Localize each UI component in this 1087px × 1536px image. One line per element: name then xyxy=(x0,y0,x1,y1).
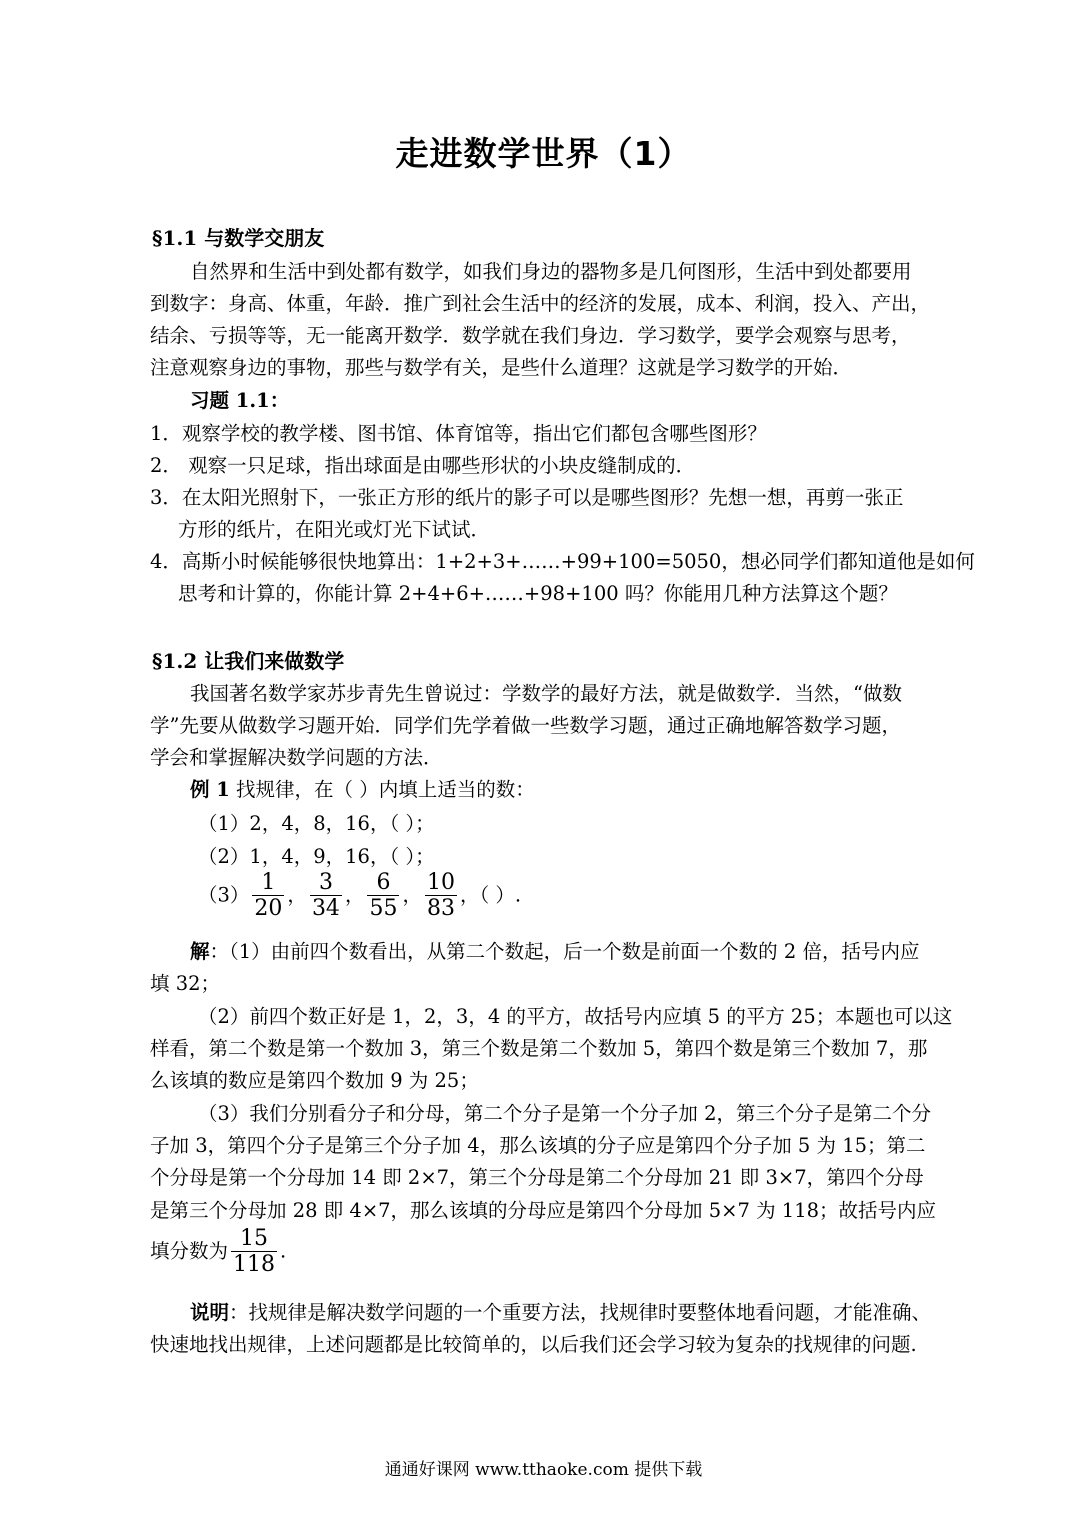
note-line: 快速地找出规律，上述问题都是比较简单的，以后我们还会学习较为复杂的找规律的问题. xyxy=(150,1333,917,1356)
fraction: $\frac{15}{118}$ xyxy=(233,1226,276,1278)
fraction: $\frac{6}{55}$ xyxy=(369,870,398,922)
solution-line: 样看，第二个数是第一个数加 3，第三个数是第二个数加 5，第四个数是第三个数加 7，那 xyxy=(150,1037,928,1060)
exercise-title: 习题 1.1： xyxy=(190,389,290,412)
example-text: 找规律，在（ ）内填上适当的数： xyxy=(229,778,535,801)
paragraph-line: 到数字：身高、体重，年龄．推广到社会生活中的经济的发展，成本、利润，投入、产出， xyxy=(150,292,931,315)
paragraph-line: 结余、亏损等等，无一能离开数学．数学就在我们身边．学习数学，要学会观察与思考， xyxy=(150,324,911,347)
solution-final: 填分数为 $\frac{15}{118}$ . xyxy=(150,1226,287,1278)
exercise-item-continued: 方形的纸片，在阳光或灯光下试试． xyxy=(178,518,491,541)
note-label: 说明 xyxy=(190,1301,230,1324)
example-1 xyxy=(190,774,535,802)
footer-text: 通通好课网 www.tthaoke.com 提供下载 xyxy=(384,1460,703,1480)
section-heading-1-1: §1.1 与数学交朋友 xyxy=(152,226,325,250)
exercise-item: 4．高斯小时候能够很快地算出：1+2+3+……+99+100=5050，想必同学们都知道他是如何 xyxy=(150,550,975,573)
question-2: （2）1，4，9，16，（ ）； xyxy=(198,845,435,868)
section-heading-1-2: §1.2 让我们来做数学 xyxy=(152,649,345,673)
solution-label: 解 xyxy=(190,940,210,963)
solution-line: 个分母是第一个分母加 14 即 2×7，第三个分母是第二个分母加 21 即 3×7，第四个分母 xyxy=(150,1166,924,1189)
solution-line: 解：（1）由前四个数看出，从第二个数起，后一个数是前面一个数的 2 倍，括号内应 xyxy=(190,940,920,963)
paragraph-line: 我国著名数学家苏步青先生曾说过：学数学的最好方法，就是做数学．当然，“做数 xyxy=(190,682,902,705)
solution-line: 么该填的数应是第四个数加 9 为 25； xyxy=(150,1069,479,1092)
exercise-item: 3．在太阳光照射下，一张正方形的纸片的影子可以是哪些图形？先想一想，再剪一张正 xyxy=(150,486,904,509)
fraction: $\frac{10}{83}$ xyxy=(426,870,455,922)
solution-line: （2）前四个数正好是 1，2，3，4 的平方，故括号内应填 5 的平方 25；本题也可以这 xyxy=(198,1005,953,1028)
solution-line: 填 32； xyxy=(150,972,221,995)
solution-line: 子加 3，第四个分子是第三个分子加 4，那么该填的分子应是第四个分子加 5 为 15；第二 xyxy=(150,1134,926,1157)
note-line: 说明：找规律是解决数学问题的一个重要方法，找规律时要整体地看问题，才能准确、 xyxy=(190,1301,932,1324)
fraction: $\frac{1}{20}$ xyxy=(254,870,283,922)
exercise-item: 1．观察学校的教学楼、图书馆、体育馆等，指出它们都包含哪些图形？ xyxy=(150,422,767,445)
paragraph-line: 注意观察身边的事物，那些与数学有关，是些什么道理？这就是学习数学的开始． xyxy=(150,356,853,379)
solution-line: 是第三个分母加 28 即 4×7，那么该填的分母应是第四个分母加 5×7 为 118；故括号内应 xyxy=(150,1199,937,1222)
question-1: （1）2，4，8，16，（ ）； xyxy=(198,812,435,835)
fraction: $\frac{3}{34}$ xyxy=(311,870,340,922)
page-title: 走进数学世界（1） xyxy=(395,134,692,173)
question-3: （3） $\frac{1}{20}$ ， $\frac{3}{34}$ ， $\frac{6}{55}$ ， $\frac{10}{83}$ ，（ ）. xyxy=(198,870,522,922)
paragraph-line: 自然界和生活中到处都有数学，如我们身边的器物多是几何图形，生活中到处都要用 xyxy=(190,260,912,283)
solution-line: （3）我们分别看分子和分母，第二个分子是第一个分子加 2，第三个分子是第二个分 xyxy=(198,1102,932,1125)
question-3-label: （3） xyxy=(198,883,250,907)
paragraph-line: 学”先要从做数学习题开始．同学们先学着做一些数学习题，通过正确地解答数学习题， xyxy=(150,714,901,737)
example-label: 例 1 xyxy=(190,778,230,801)
exercise-item: 2． 观察一只足球，指出球面是由哪些形状的小块皮缝制成的． xyxy=(150,454,696,477)
exercise-item-continued: 思考和计算的，你能计算 2+4+6+……+98+100 吗？你能用几种方法算这个题？ xyxy=(178,582,898,605)
paragraph-line: 学会和掌握解决数学问题的方法． xyxy=(150,746,443,769)
